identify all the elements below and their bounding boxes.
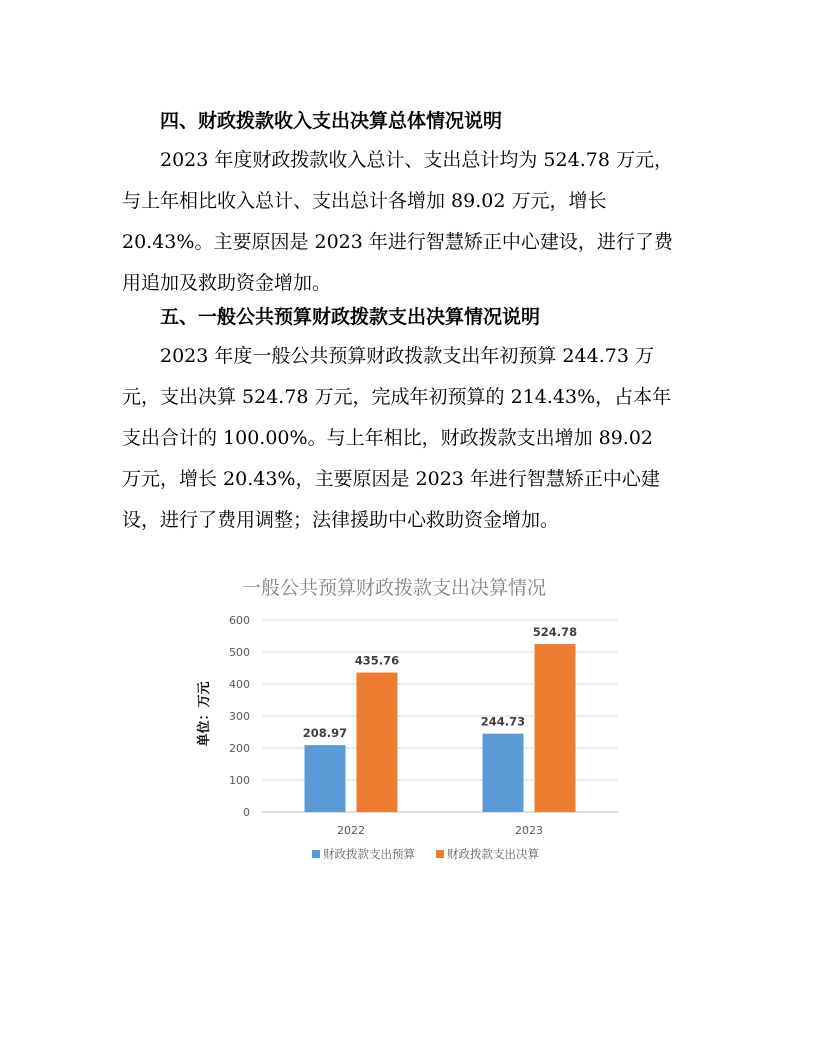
data-label: 244.73 bbox=[480, 714, 526, 729]
paragraph-line: 万元，增长 20.43%，主要原因是 2023 年进行智慧矫正中心建 bbox=[122, 468, 660, 490]
data-label: 435.76 bbox=[354, 653, 400, 668]
legend-swatch bbox=[436, 850, 444, 858]
section5-heading: 五、一般公共预算财政拨款支出决算情况说明 bbox=[160, 306, 541, 328]
y-tick-label: 300 bbox=[229, 710, 250, 723]
paragraph-line: 2023 年度一般公共预算财政拨款支出年初预算 244.73 万 bbox=[160, 345, 654, 367]
paragraph-line: 与上年相比收入总计、支出总计各增加 89.02 万元，增长 bbox=[122, 190, 607, 212]
section5-paragraph bbox=[122, 336, 702, 541]
bar bbox=[305, 745, 346, 812]
y-axis-label: 单位：万元 bbox=[197, 681, 212, 747]
section4-paragraph bbox=[122, 140, 702, 304]
legend-label: 财政拨款支出决算 bbox=[447, 847, 539, 861]
bar bbox=[357, 673, 398, 812]
y-tick-label: 0 bbox=[243, 806, 250, 819]
chart-title: 一般公共预算财政拨款支出决算情况 bbox=[241, 577, 547, 599]
legend-swatch bbox=[312, 850, 320, 858]
y-tick-label: 400 bbox=[229, 678, 250, 691]
bar bbox=[535, 644, 576, 812]
x-tick-label: 2023 bbox=[515, 824, 543, 837]
bar bbox=[483, 734, 524, 812]
legend-label: 财政拨款支出预算 bbox=[323, 847, 415, 861]
paragraph-line: 设，进行了费用调整；法律援助中心救助资金增加。 bbox=[122, 509, 560, 531]
budget-bar-chart bbox=[186, 562, 638, 882]
paragraph-line: 2023 年度财政拨款收入总计、支出总计均为 524.78 万元， bbox=[160, 149, 673, 171]
y-tick-label: 500 bbox=[229, 646, 250, 659]
chart-canvas bbox=[186, 562, 638, 882]
section4-heading: 四、财政拨款收入支出决算总体情况说明 bbox=[160, 110, 503, 132]
data-label: 524.78 bbox=[532, 625, 578, 640]
y-tick-label: 100 bbox=[229, 774, 250, 787]
x-tick-label: 2022 bbox=[337, 824, 365, 837]
y-tick-label: 200 bbox=[229, 742, 250, 755]
data-label: 208.97 bbox=[302, 726, 348, 741]
paragraph-line: 元，支出决算 524.78 万元，完成年初预算的 214.43%，占本年 bbox=[122, 386, 672, 408]
y-tick-label: 600 bbox=[229, 614, 250, 627]
paragraph-line: 支出合计的 100.00%。与上年相比，财政拨款支出增加 89.02 bbox=[122, 427, 654, 449]
legend bbox=[312, 847, 539, 861]
paragraph-line: 用追加及救助资金增加。 bbox=[122, 272, 332, 294]
paragraph-line: 20.43%。主要原因是 2023 年进行智慧矫正中心建设，进行了费 bbox=[122, 231, 673, 253]
